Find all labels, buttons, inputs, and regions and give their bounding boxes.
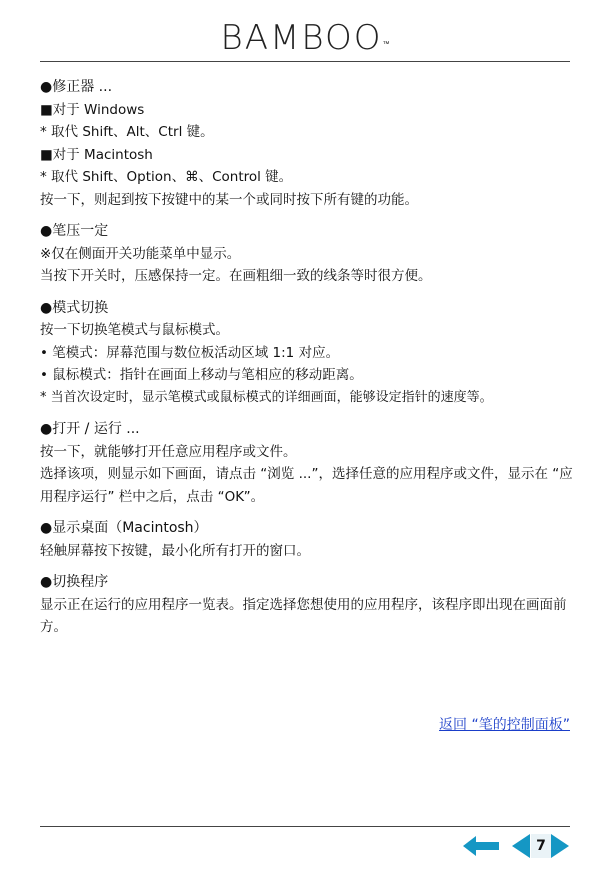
text-line: 按一下切换笔模式与鼠标模式。 (40, 322, 229, 338)
logo-text: BAMBOO (220, 18, 383, 58)
text-line: 按一下，就能够打开任意应用程序或文件。 (40, 443, 297, 460)
section-show-desktop (40, 517, 575, 562)
section-switch-application (40, 571, 575, 639)
text-line: ■对于 Macintosh (40, 146, 153, 163)
text-line: • 笔模式：屏幕范围与数位板活动区域 1:1 对应。 (40, 344, 340, 361)
back-to-pen-control-panel-link[interactable]: 返回 “笔的控制面板” (439, 717, 570, 733)
section-heading: ●笔压一定 (40, 223, 109, 239)
section-pressure-hold (40, 220, 575, 288)
next-arrow-icon[interactable] (551, 834, 569, 858)
trademark-symbol: ™ (382, 40, 392, 48)
page-content (40, 76, 575, 639)
bamboo-logo (0, 18, 612, 58)
page-navigation (463, 832, 573, 858)
section-heading: ●切换程序 (40, 574, 109, 590)
section-heading: ●打开 / 运行 ... (40, 421, 140, 437)
page-number: 7 (531, 834, 551, 858)
text-line: ※仅在侧面开关功能菜单中显示。 (40, 245, 241, 262)
text-line: * 取代 Shift、Option、⌘、Control 键。 (40, 169, 293, 185)
footer-divider (40, 826, 570, 827)
previous-page-arrow-icon[interactable] (463, 835, 499, 857)
section-heading: ●显示桌面（Macintosh） (40, 520, 208, 536)
previous-arrow-icon[interactable] (512, 834, 530, 858)
text-paragraph: 选择该项，则显示如下画面，请点击 “浏览 ...”，选择任意的应用程序或文件，显示在 “应用程序运行” 栏中之后，点击 “OK”。 (40, 466, 573, 505)
header-divider (40, 61, 570, 62)
text-paragraph: 显示正在运行的应用程序一览表。指定选择您想使用的应用程序，该程序即出现在画面前方。 (40, 596, 567, 635)
text-line: 当按下开关时，压感保持一定。在画粗细一致的线条等时很方便。 (40, 268, 432, 284)
text-line: * 当首次设定时，显示笔模式或鼠标模式的详细画面，能够设定指针的速度等。 (40, 389, 493, 405)
text-line: 按一下，则起到按下按键中的某一个或同时按下所有键的功能。 (40, 191, 418, 208)
text-line: * 取代 Shift、Alt、Ctrl 键。 (40, 124, 214, 140)
section-open-run (40, 418, 575, 508)
section-heading: ●模式切换 (40, 299, 109, 316)
text-line: 轻触屏幕按下按键，最小化所有打开的窗口。 (40, 542, 310, 559)
text-line: ■对于 Windows (40, 101, 145, 118)
section-heading: ●修正器 ... (40, 79, 113, 95)
text-line: • 鼠标模式：指针在画面上移动与笔相应的移动距离。 (40, 367, 363, 383)
section-mode-toggle (40, 297, 575, 410)
section-modifier (40, 76, 575, 211)
